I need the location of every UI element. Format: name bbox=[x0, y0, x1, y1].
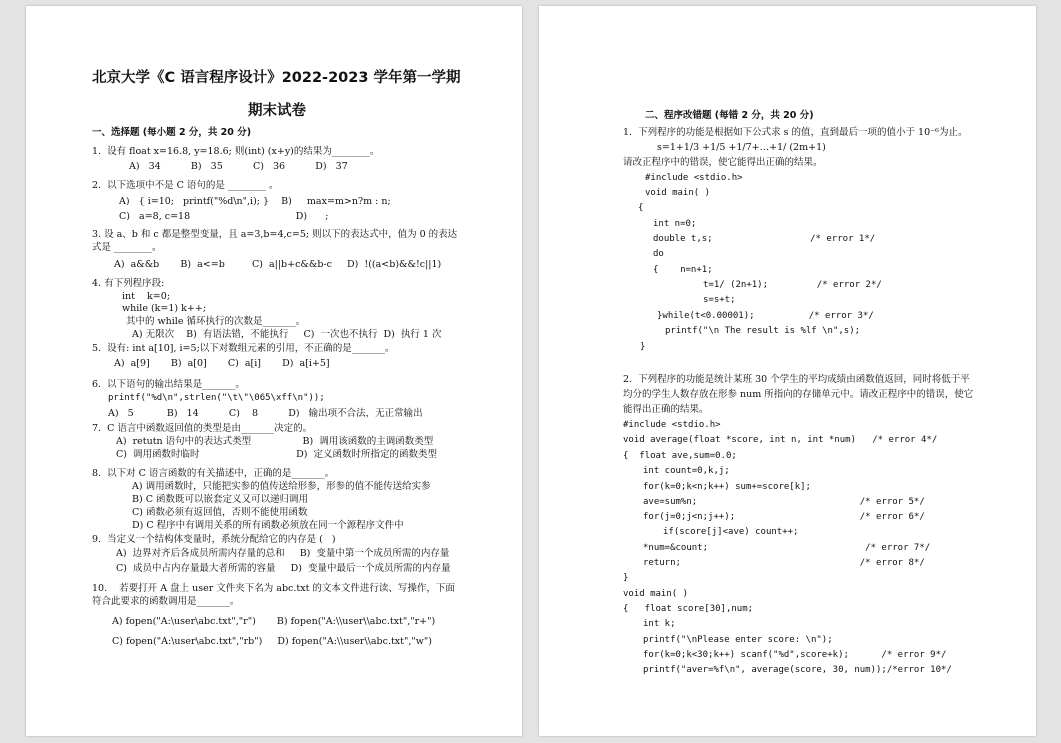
q5-stem: 5. 设有: int a[10], i=5;以下对数组元素的引用，不正确的是_______。 bbox=[92, 343, 395, 354]
p2-code-line: printf("\nPlease enter score: \n"); bbox=[643, 635, 833, 645]
q6-code: printf("%d\n",strlen("\t\"\065\xff\n")); bbox=[108, 393, 325, 403]
p1-instruction: 请改正程序中的错误，使它能得出正确的结果。 bbox=[623, 157, 823, 168]
p1-code-line: s=s+t; bbox=[703, 295, 736, 305]
p2-code-line: { float score[30],num; bbox=[623, 604, 754, 614]
p1-code-line: int n=0; bbox=[653, 219, 697, 229]
q10-options-cd: C) fopen("A:\user\abc.txt","rb") D) fopen("A:\\user\\abc.txt","w") bbox=[112, 636, 432, 647]
p1-code-line: void main( ) bbox=[645, 188, 711, 198]
p1-code-line: do bbox=[653, 249, 664, 259]
p1-code-line: t=1/ (2n+1); /* error 2*/ bbox=[703, 280, 882, 290]
q8-option-b: B) C 函数既可以嵌套定义又可以递归调用 bbox=[132, 494, 308, 505]
q2-options-ab: A) { i=10; printf("%d\n",i); } B) max=m>n?m : n; bbox=[119, 196, 391, 207]
p1-code-line: double t,s; /* error 1*/ bbox=[653, 234, 876, 244]
q7-options-cd: C) 调用函数时临时 D) 定义函数时所指定的函数类型 bbox=[116, 449, 438, 460]
p2-code-line: if(score[j]<ave) count++; bbox=[663, 527, 799, 537]
q8-option-d: D) C 程序中有调用关系的所有函数必须放在同一个源程序文件中 bbox=[132, 520, 404, 531]
p2-code-line: for(j=0;j<n;j++); /* error 6*/ bbox=[643, 512, 925, 522]
q1-options: A) 34 B) 35 C) 36 D) 37 bbox=[129, 161, 348, 172]
q2-options-cd: C) a=8, c=18 D) ; bbox=[119, 211, 329, 222]
q3-options: A) a&&b B) a<=b C) a||b+c&&b-c D) !((a<b)&&!c||1) bbox=[114, 259, 442, 270]
p2-code-line: void average(float *score, int n, int *num) /* error 4*/ bbox=[623, 435, 938, 445]
q3-stem-cont: 式是 ________。 bbox=[92, 242, 162, 253]
p2-code-line: #include <stdio.h> bbox=[623, 420, 721, 430]
right-exam-page bbox=[539, 6, 1036, 736]
q9-options-ab: A) 边界对齐后各成员所需内存量的总和 B) 变量中第一个成员所需的内存量 bbox=[116, 548, 450, 559]
p2-stem: 2. 下列程序的功能是统计某班 30 个学生的平均成绩由函数值返回，同时将低于平 bbox=[623, 374, 970, 385]
p2-code-line: } bbox=[623, 573, 629, 583]
section2-title: 二、程序改错题 (每错 2 分，共 20 分) bbox=[645, 110, 814, 121]
q4-question: 其中的 while 循环执行的次数是_______。 bbox=[126, 316, 306, 327]
q6-stem: 6. 以下语句的输出结果是_______。 bbox=[92, 379, 245, 390]
q8-option-a: A) 调用函数时，只能把实参的值传送给形参，形参的值不能传送给实参 bbox=[132, 481, 431, 492]
q10-stem: 10. 若要打开 A 盘上 user 文件夹下名为 abc.txt 的文本文件进行读、写操作，下面 bbox=[92, 583, 455, 594]
p2-code-line: void main( ) bbox=[623, 589, 689, 599]
p1-code-line: #include <stdio.h> bbox=[645, 173, 743, 183]
p2-code-line: printf("aver=%f\n", average(score, 30, num));/*error 10*/ bbox=[643, 665, 952, 675]
q4-code-line1: int k=0; bbox=[122, 291, 171, 302]
p2-code-line: ave=sum%n; /* error 5*/ bbox=[643, 497, 925, 507]
q9-options-cd: C) 成员中占内存量最大者所需的容量 D) 变量中最后一个成员所需的内存量 bbox=[116, 563, 451, 574]
q4-options: A) 无限次 B) 有语法错，不能执行 C) 一次也不执行 D) 执行 1 次 bbox=[132, 329, 442, 340]
q1-stem: 1. 设有 float x=16.8, y=18.6; 则(int) (x+y)的结果为________。 bbox=[92, 146, 380, 157]
q10-options-ab: A) fopen("A:\user\abc.txt","r") B) fopen("A:\\user\\abc.txt","r+") bbox=[112, 616, 436, 627]
section1-title: 一、选择题 (每小题 2 分，共 20 分) bbox=[92, 127, 252, 138]
p1-stem: 1. 下列程序的功能是根据如下公式求 s 的值，直到最后一项的值小于 10⁻⁶为止。 bbox=[623, 127, 968, 138]
q4-stem: 4. 有下列程序段: bbox=[92, 278, 165, 289]
p2-code-line: int k; bbox=[643, 619, 676, 629]
q7-stem: 7. C 语言中函数返回值的类型是由_______决定的。 bbox=[92, 423, 313, 434]
q8-option-c: C) 函数必须有返回值，否则不能使用函数 bbox=[132, 507, 308, 518]
exam-subtitle: 期末试卷 bbox=[248, 103, 306, 119]
p2-code-line: for(k=0;k<30;k++) scanf("%d",score+k); /* error 9*/ bbox=[643, 650, 947, 660]
p1-code-line: { bbox=[638, 203, 644, 213]
exam-title: 北京大学《C 语言程序设计》2022-2023 学年第一学期 bbox=[92, 70, 461, 86]
p2-stem-cont2: 能得出正确的结果。 bbox=[623, 404, 709, 415]
p1-formula: s=1+1/3 +1/5 +1/7+…+1/ (2m+1) bbox=[657, 142, 826, 153]
q4-code-line2: while (k=1) k++; bbox=[122, 303, 207, 314]
q5-options: A) a[9] B) a[0] C) a[i] D) a[i+5] bbox=[114, 358, 330, 369]
left-exam-page bbox=[26, 6, 522, 736]
q10-stem-cont: 符合此要求的函数调用是_______。 bbox=[92, 596, 240, 607]
p2-code-line: { float ave,sum=0.0; bbox=[623, 451, 737, 461]
p1-code-line: } bbox=[640, 342, 646, 352]
p2-code-line: int count=0,k,j; bbox=[643, 466, 730, 476]
p1-code-line: printf("\n The result is %lf \n",s); bbox=[665, 326, 861, 336]
q9-stem: 9. 当定义一个结构体变量时，系统分配给它的内存是 ( ) bbox=[92, 534, 336, 545]
q3-stem: 3. 设 a、b 和 c 都是整型变量，且 a=3,b=4,c=5; 则以下的表达式中，值为 0 的表达 bbox=[92, 229, 458, 240]
p2-stem-cont1: 均分的学生人数存放在形参 num 所指向的存储单元中。请改正程序中的错误，使它 bbox=[623, 389, 974, 400]
q2-stem: 2. 以下选项中不是 C 语句的是 ________ 。 bbox=[92, 180, 279, 191]
p2-code-line: return; /* error 8*/ bbox=[643, 558, 925, 568]
p2-code-line: *num=&count; /* error 7*/ bbox=[643, 543, 931, 553]
p1-code-line: { n=n+1; bbox=[653, 265, 713, 275]
q7-options-ab: A) retutn 语句中的表达式类型 B) 调用该函数的主调函数类型 bbox=[116, 436, 434, 447]
q6-options: A) 5 B) 14 C) 8 D) 输出项不合法，无正常输出 bbox=[108, 408, 423, 419]
p1-code-line: }while(t<0.00001); /* error 3*/ bbox=[657, 311, 874, 321]
q8-stem: 8. 以下对 C 语言函数的有关描述中，正确的是_______。 bbox=[92, 468, 335, 479]
p2-code-line: for(k=0;k<n;k++) sum+=score[k]; bbox=[643, 482, 811, 492]
